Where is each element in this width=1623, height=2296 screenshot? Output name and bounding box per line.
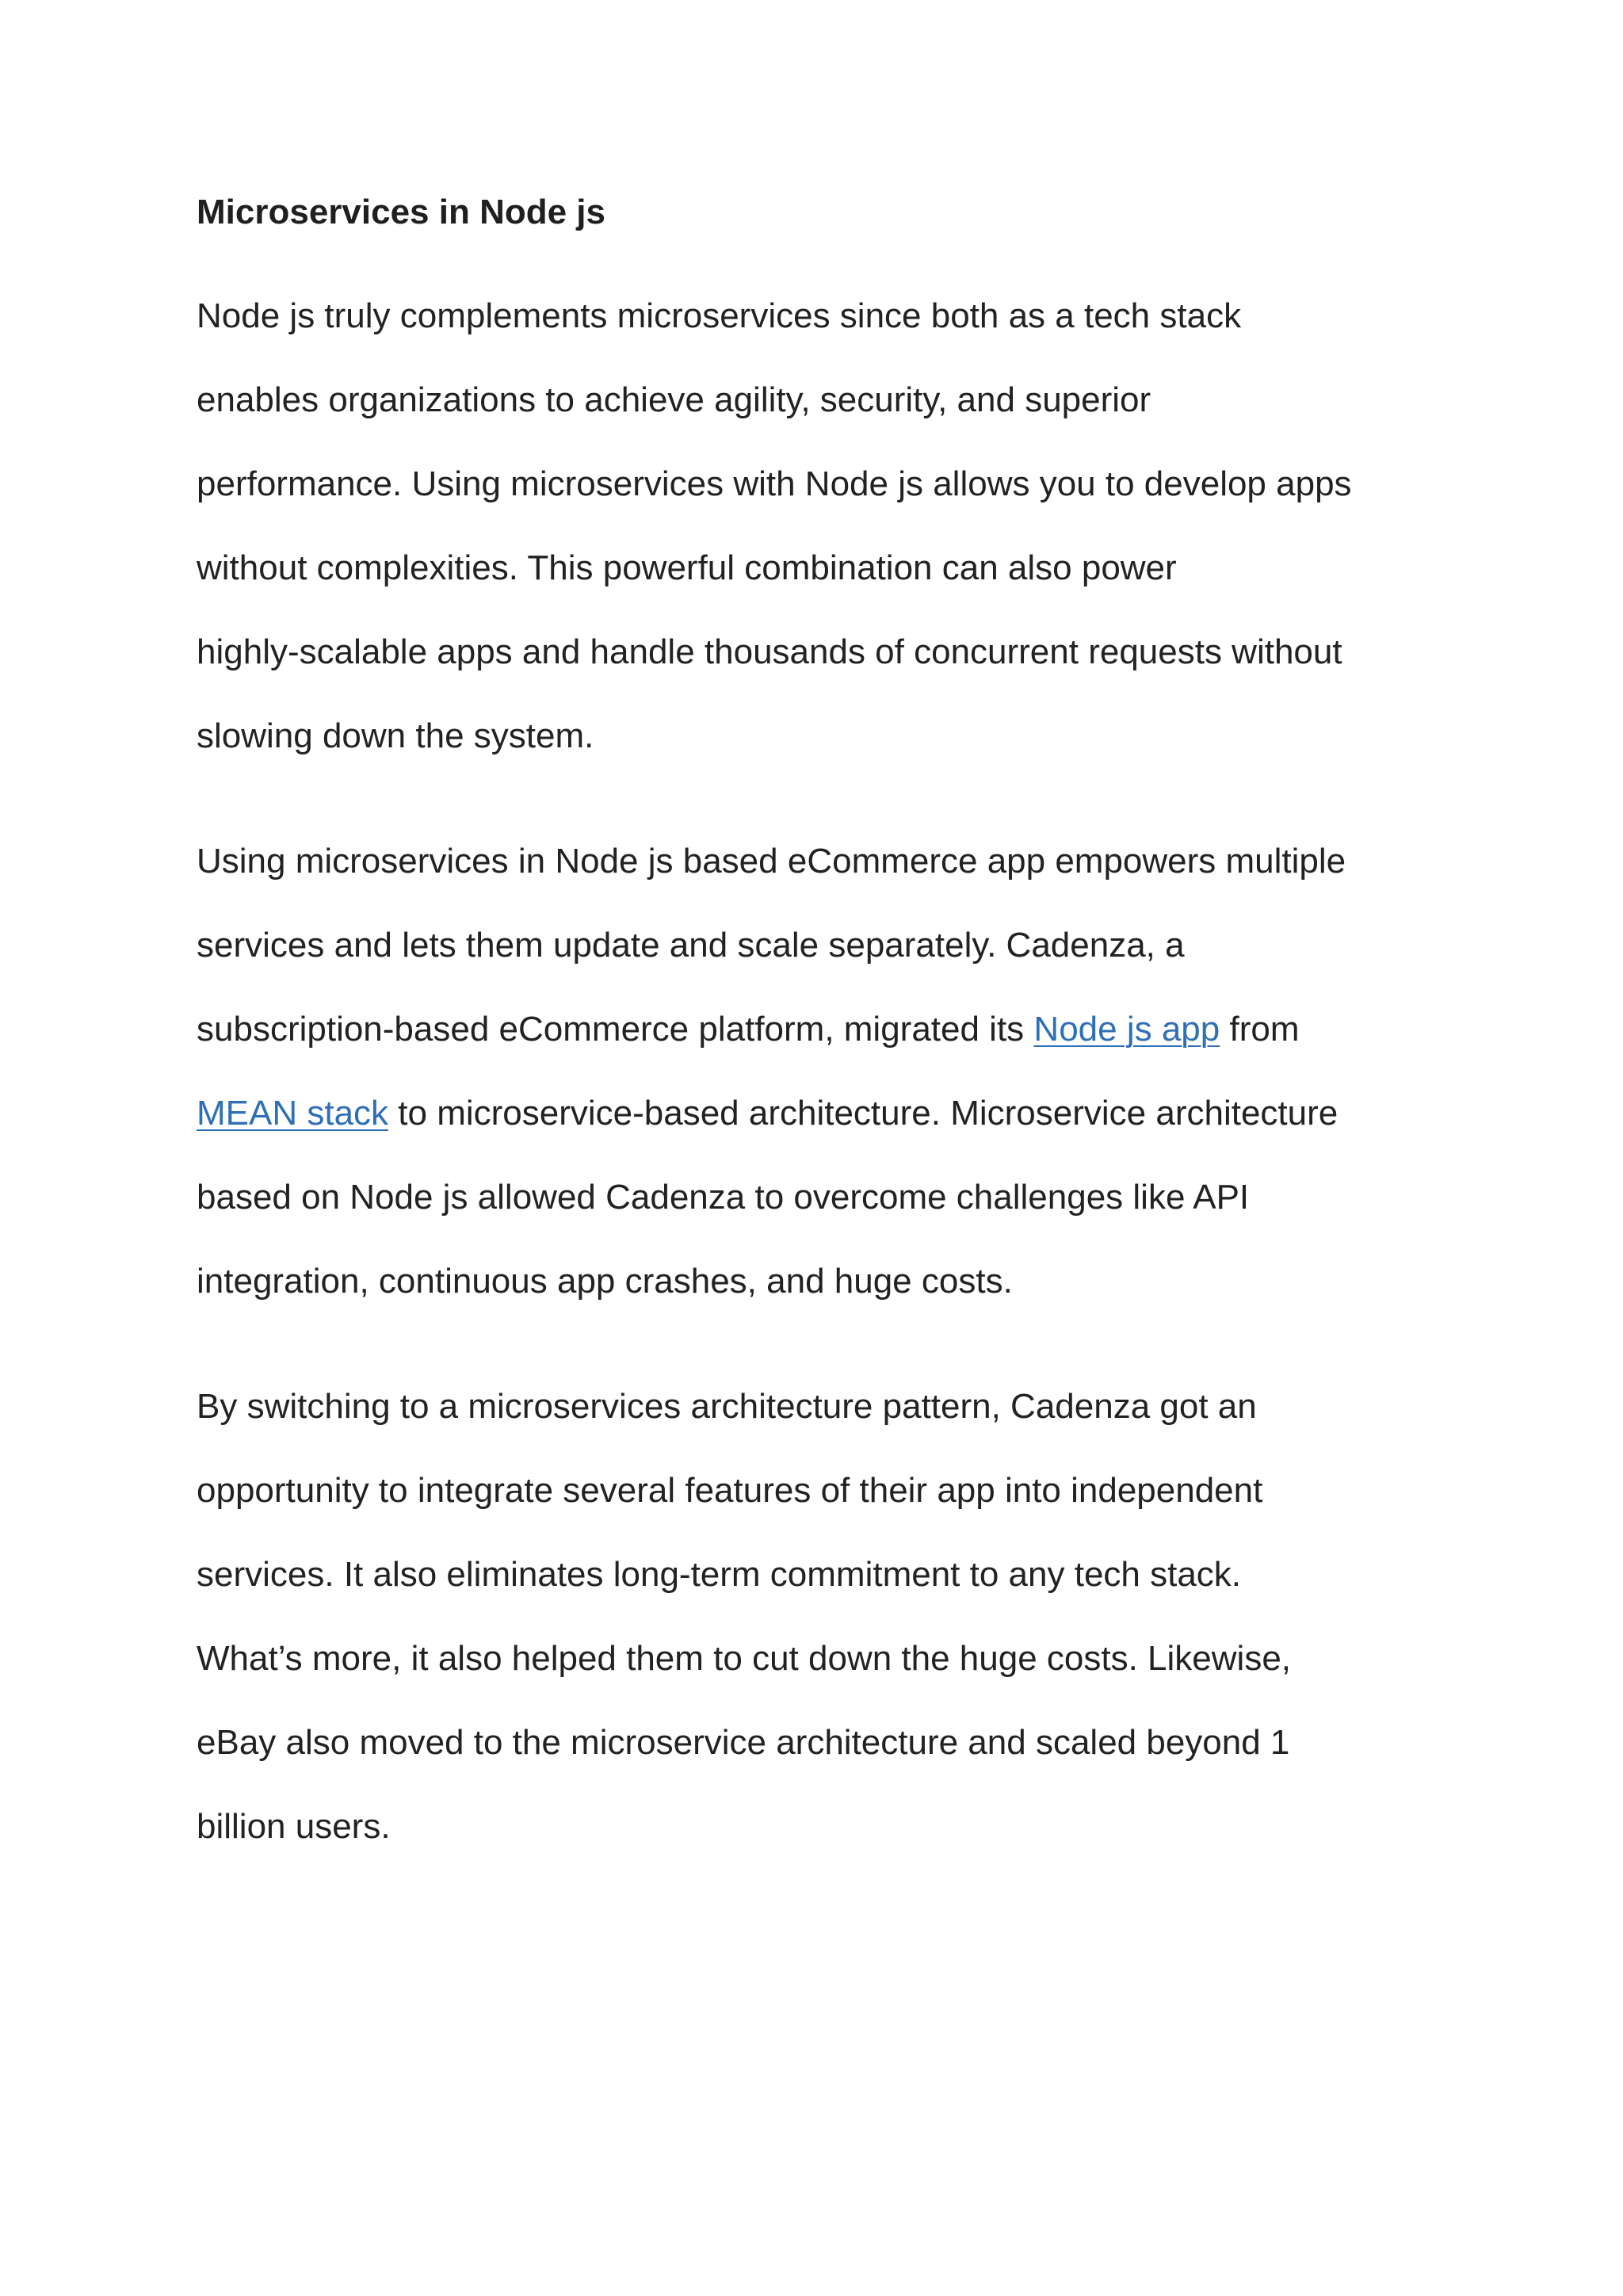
paragraph-line: eBay also moved to the microservice architecture and scaled beyond 1 <box>197 1723 1290 1762</box>
paragraph-line: based on Node js allowed Cadenza to overcome challenges like API <box>197 1178 1250 1217</box>
paragraph-line: Node js truly complements microservices since both as a tech stack <box>197 296 1242 335</box>
document-heading: Microservices in Node js <box>197 193 605 231</box>
document-body <box>197 190 1433 1910</box>
paragraph-text-segment: from <box>1220 1010 1300 1049</box>
paragraph-line: services and lets them update and scale separately. Cadenza, a <box>197 926 1185 965</box>
paragraph-line: opportunity to integrate several features of their app into independent <box>197 1471 1263 1510</box>
nodejs-app-link[interactable]: Node js app <box>1033 1010 1220 1049</box>
paragraph-2 <box>197 819 1433 1324</box>
paragraph-line: services. It also eliminates long-term commitment to any tech stack. <box>197 1555 1242 1594</box>
paragraph-text-segment: to microservice-based architecture. Microservice architecture <box>388 1094 1338 1133</box>
mean-stack-link[interactable]: MEAN stack <box>197 1094 389 1133</box>
paragraph-line: without complexities. This powerful combination can also power <box>197 548 1177 587</box>
paragraph-line: What’s more, it also helped them to cut down the huge costs. Likewise, <box>197 1639 1292 1678</box>
paragraph-line: slowing down the system. <box>197 716 594 755</box>
paragraph-line-with-link <box>197 988 1433 1072</box>
paragraph-line: By switching to a microservices architecture pattern, Cadenza got an <box>197 1387 1257 1426</box>
paragraph-line: integration, continuous app crashes, and huge costs. <box>197 1262 1013 1301</box>
paragraph-line: billion users. <box>197 1807 391 1846</box>
paragraph-text-segment: subscription-based eCommerce platform, migrated its <box>197 1010 1034 1049</box>
paragraph-1 <box>197 274 1433 778</box>
paragraph-line-with-link <box>197 1072 1433 1156</box>
paragraph-line: performance. Using microservices with Node js allows you to develop apps <box>197 464 1352 503</box>
paragraph-line: enables organizations to achieve agility, security, and superior <box>197 380 1151 419</box>
paragraph-line: Using microservices in Node js based eCommerce app empowers multiple <box>197 842 1346 881</box>
paragraph-3 <box>197 1365 1433 1869</box>
paragraph-line: highly-scalable apps and handle thousands of concurrent requests without <box>197 632 1342 671</box>
